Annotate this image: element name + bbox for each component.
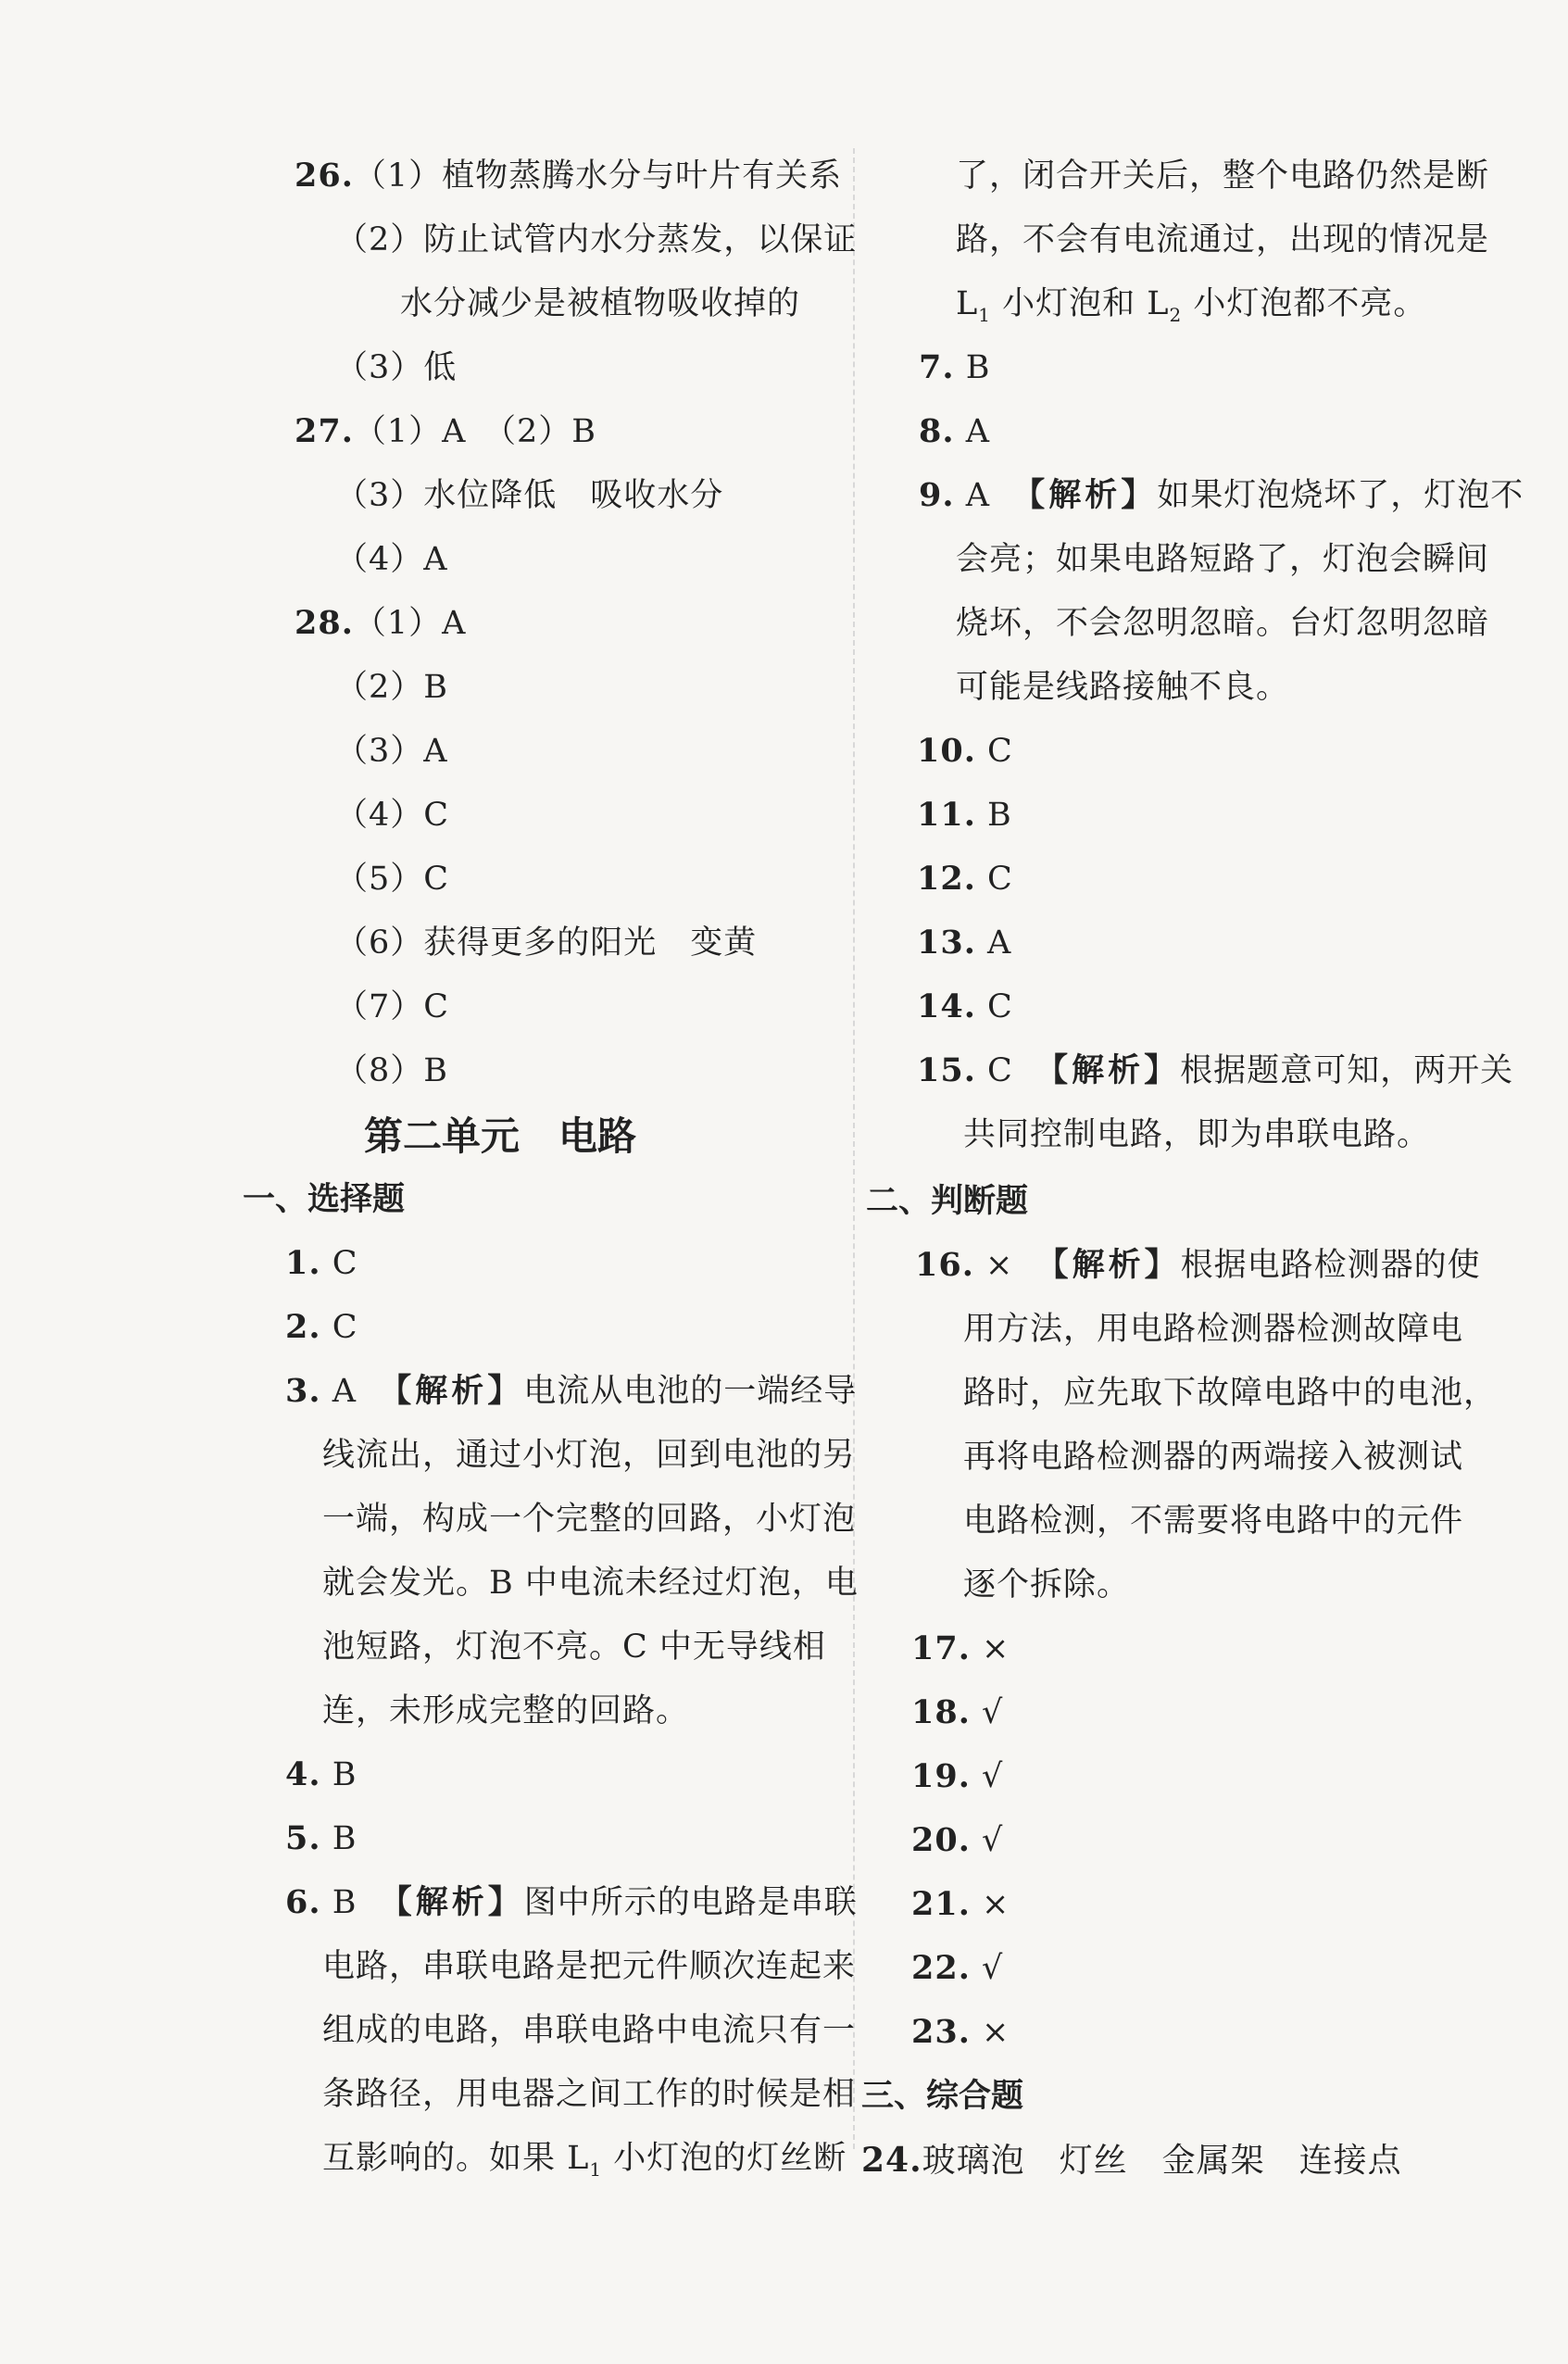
question-number: 9. xyxy=(919,476,955,514)
q23-line xyxy=(911,2000,1010,2065)
q3-line4: 就会发光。B 中电流未经过灯泡，电 xyxy=(322,1565,859,1602)
question-number: 4. xyxy=(285,1755,321,1793)
q16-line4: 再将电路检测器的两端接入被测试 xyxy=(963,1439,1464,1476)
q16-line2: 用方法，用电路检测器检测故障电 xyxy=(963,1311,1464,1348)
q3-line2: 线流出，通过小灯泡，回到电池的另 xyxy=(322,1437,857,1474)
q16-line1 xyxy=(915,1233,1481,1298)
analysis-tag: 【解析】 xyxy=(1035,1246,1181,1284)
q1-line xyxy=(285,1231,358,1296)
q17-line xyxy=(911,1616,1010,1681)
q4-line xyxy=(285,1742,357,1807)
q6-cont-line1: 了，闭合开关后，整个电路仍然是断 xyxy=(956,157,1490,195)
q6-line5 xyxy=(322,2126,847,2191)
answer-text: B xyxy=(965,349,991,386)
q27-line3: （4）A xyxy=(335,541,448,578)
question-number: 1. xyxy=(285,1244,321,1282)
analysis-text: 小灯泡都不亮。 xyxy=(1182,285,1427,322)
q18-line xyxy=(911,1680,1003,1745)
analysis-tag: 【解析】 xyxy=(379,1372,524,1410)
answer-text: B xyxy=(332,1756,358,1793)
question-number: 3. xyxy=(285,1372,321,1410)
q20-line xyxy=(911,1808,1003,1873)
section-heading-comprehensive: 三、综合题 xyxy=(861,2078,1024,2115)
answer-text: C xyxy=(987,733,1013,770)
question-number: 20. xyxy=(911,1821,971,1859)
answer-text: B xyxy=(332,1884,358,1921)
q11-line xyxy=(917,783,1012,848)
answer-text: √ xyxy=(982,1950,1004,1987)
q13-line xyxy=(917,911,1011,975)
q9-line1 xyxy=(919,463,1524,528)
q21-line xyxy=(911,1872,1010,1937)
answer-text: （1）植物蒸腾水分与叶片有关系 xyxy=(353,157,843,195)
q26-line1 xyxy=(295,144,842,208)
answer-text: × xyxy=(985,1247,1014,1284)
subscript: 2 xyxy=(1169,304,1183,326)
analysis-text: 如果灯泡烧坏了，灯泡不 xyxy=(1157,477,1524,514)
q5-line xyxy=(285,1806,357,1871)
answer-text: A xyxy=(332,1373,357,1410)
unit-title: 第二单元 电路 xyxy=(363,1113,636,1159)
q6-line4: 条路径，用电器之间工作的时候是相 xyxy=(322,2076,857,2113)
analysis-text: 根据题意可知，两开关 xyxy=(1180,1052,1514,1089)
answer-text: √ xyxy=(982,1694,1004,1731)
q3-line1 xyxy=(285,1359,857,1424)
question-number: 16. xyxy=(915,1246,974,1284)
q3-line3: 一端，构成一个完整的回路，小灯泡 xyxy=(322,1501,857,1538)
q3-line6: 连，未形成完整的回路。 xyxy=(322,1692,690,1729)
answer-text: C xyxy=(332,1245,358,1282)
question-number: 23. xyxy=(911,2013,971,2051)
q14-line xyxy=(917,975,1013,1039)
analysis-tag: 【解析】 xyxy=(1035,1051,1181,1089)
q27-line1 xyxy=(295,399,596,464)
question-number: 13. xyxy=(917,924,976,962)
question-number: 19. xyxy=(911,1757,971,1795)
section-heading-choice: 一、选择题 xyxy=(243,1181,406,1218)
q8-line xyxy=(919,399,990,464)
subscript: 1 xyxy=(589,2158,603,2181)
question-number: 21. xyxy=(911,1885,971,1923)
q28-line6: （6）获得更多的阳光 变黄 xyxy=(335,924,758,962)
q16-line5: 电路检测，不需要将电路中的元件 xyxy=(963,1503,1464,1540)
question-number: 10. xyxy=(917,732,976,770)
answer-text: （1）A xyxy=(353,605,467,642)
q10-line xyxy=(917,719,1013,784)
q3-line5: 池短路，灯泡不亮。C 中无导线相 xyxy=(322,1628,826,1666)
answer-text: C xyxy=(332,1309,358,1346)
answer-text: A xyxy=(965,477,990,514)
question-number: 24. xyxy=(861,2141,922,2180)
analysis-text: 根据电路检测器的使 xyxy=(1180,1247,1481,1284)
answer-text: 玻璃泡 灯丝 金属架 连接点 xyxy=(922,2142,1402,2180)
question-number: 12. xyxy=(917,860,976,898)
answer-text: （1）A （2）B xyxy=(353,413,596,450)
analysis-text: 小灯泡的灯丝断 xyxy=(602,2140,847,2177)
analysis-text: 电流从电池的一端经导 xyxy=(523,1373,858,1410)
q15-line2: 共同控制电路，即为串联电路。 xyxy=(963,1116,1431,1153)
answer-text: A xyxy=(965,413,990,450)
q28-line1 xyxy=(295,591,466,656)
question-number: 2. xyxy=(285,1308,321,1346)
answer-text: √ xyxy=(982,1758,1004,1795)
q28-line2: （2）B xyxy=(335,669,448,706)
analysis-tag: 【解析】 xyxy=(379,1883,524,1921)
answer-text: A xyxy=(987,924,1012,962)
subscript: 1 xyxy=(978,304,991,326)
q27-line2: （3）水位降低 吸收水分 xyxy=(335,477,724,514)
q28-line3: （3）A xyxy=(335,733,448,770)
question-number: 18. xyxy=(911,1693,971,1731)
question-number: 22. xyxy=(911,1949,971,1987)
q9-line2: 会亮；如果电路短路了，灯泡会瞬间 xyxy=(956,541,1490,578)
answer-text: × xyxy=(982,1886,1010,1923)
question-number: 8. xyxy=(919,412,955,450)
q6-cont-line3 xyxy=(956,271,1426,336)
q28-line4: （4）C xyxy=(335,797,450,834)
question-number: 7. xyxy=(919,348,955,386)
q26-line4: （3）低 xyxy=(335,349,458,386)
q15-line1 xyxy=(917,1038,1513,1103)
question-number: 15. xyxy=(917,1051,976,1089)
question-number: 26. xyxy=(295,157,354,195)
question-number: 28. xyxy=(295,604,354,642)
q6-line2: 电路，串联电路是把元件顺次连起来 xyxy=(322,1948,857,1985)
q22-line xyxy=(911,1936,1003,2001)
q6-line3: 组成的电路，串联电路中电流只有一 xyxy=(322,2012,857,2049)
q28-line7: （7）C xyxy=(335,988,450,1025)
question-number: 11. xyxy=(917,796,976,834)
q28-line5: （5）C xyxy=(335,861,450,898)
answer-text: √ xyxy=(982,1822,1004,1859)
q16-line6: 逐个拆除。 xyxy=(963,1566,1131,1603)
q26-line2: （2）防止试管内水分蒸发，以保证 xyxy=(335,221,858,258)
q26-line3: 水分减少是被植物吸收掉的 xyxy=(400,285,801,322)
q7-line xyxy=(919,335,990,400)
question-number: 14. xyxy=(917,987,976,1025)
q9-line4: 可能是线路接触不良。 xyxy=(956,669,1290,706)
analysis-text: 小灯泡和 L xyxy=(990,285,1170,322)
analysis-text: 互影响的。如果 L xyxy=(322,2140,590,2177)
q6-cont-line2: 路，不会有电流通过，出现的情况是 xyxy=(956,221,1490,258)
answer-text: B xyxy=(332,1820,358,1857)
answer-text: × xyxy=(982,2014,1010,2051)
q12-line xyxy=(917,847,1013,912)
q16-line3: 路时，应先取下故障电路中的电池， xyxy=(963,1375,1498,1412)
answer-text: C xyxy=(987,861,1013,898)
q9-line3: 烧坏，不会忽明忽暗。台灯忽明忽暗 xyxy=(956,605,1490,642)
q6-line1 xyxy=(285,1870,858,1935)
question-number: 17. xyxy=(911,1629,971,1667)
section-heading-judge: 二、判断题 xyxy=(866,1183,1029,1220)
question-number: 6. xyxy=(285,1883,321,1921)
answer-text: C xyxy=(987,1052,1013,1089)
question-number: 5. xyxy=(285,1819,321,1857)
q2-line xyxy=(285,1295,358,1360)
answer-text: C xyxy=(987,988,1013,1025)
analysis-text: 图中所示的电路是串联 xyxy=(523,1884,858,1921)
q19-line xyxy=(911,1744,1003,1809)
analysis-tag: 【解析】 xyxy=(1012,476,1158,514)
q28-line8: （8）B xyxy=(335,1052,448,1089)
answer-text: B xyxy=(987,797,1012,834)
answer-text: × xyxy=(982,1630,1010,1667)
column-divider xyxy=(853,148,855,2149)
analysis-text: L xyxy=(956,285,979,322)
q24-line xyxy=(861,2128,1402,2193)
question-number: 27. xyxy=(295,412,354,450)
